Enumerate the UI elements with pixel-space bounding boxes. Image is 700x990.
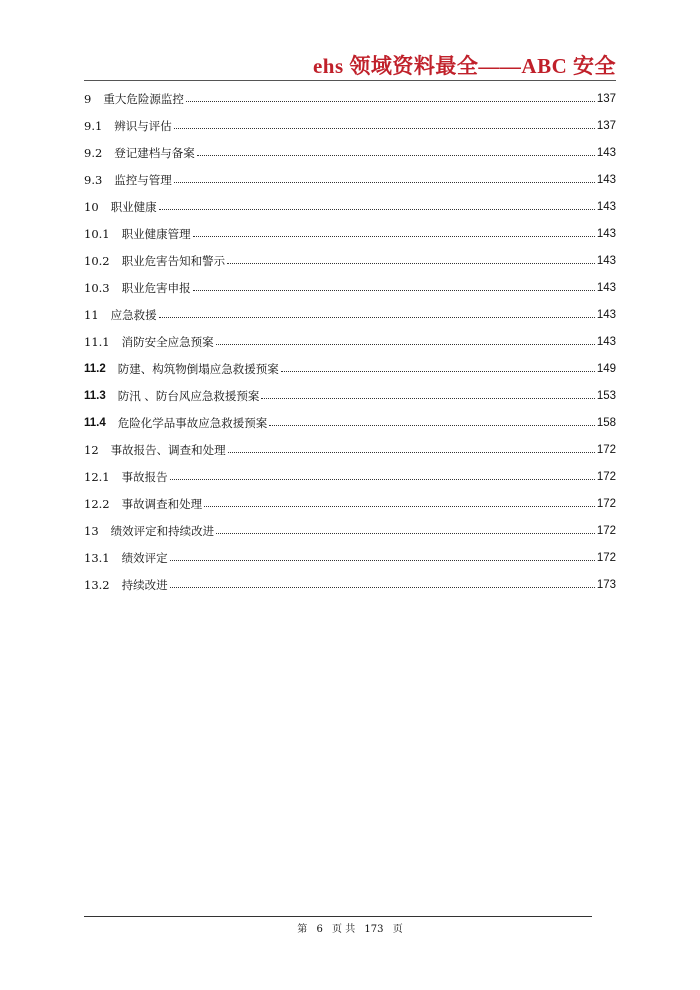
toc-entry-page: 153	[596, 389, 616, 402]
toc-entry-title: 辨识与评估	[114, 118, 172, 133]
toc-entry-title: 危险化学品事故应急救援预案	[117, 415, 268, 430]
toc-entry[interactable]	[84, 355, 616, 382]
toc-entry-title: 持续改进	[121, 577, 168, 592]
toc-entry-number: 13.2	[84, 577, 110, 592]
toc-entry-page: 143	[596, 173, 616, 186]
footer-divider	[84, 916, 592, 917]
toc-entry-number: 10.2	[84, 253, 110, 268]
footer-current-page: 6	[316, 924, 323, 935]
toc-entry-title: 职业危害告知和警示	[121, 253, 226, 268]
toc-dot-leader	[197, 155, 595, 156]
footer-prefix: 第	[297, 924, 308, 935]
toc-entry[interactable]	[84, 112, 616, 139]
toc-dot-leader	[216, 344, 595, 345]
toc-dot-leader	[216, 533, 595, 534]
toc-entry-number: 11.1	[84, 334, 110, 349]
toc-entry-page: 143	[596, 254, 616, 267]
toc-entry-title: 事故报告、调查和处理	[110, 442, 226, 457]
footer-middle: 页 共	[332, 924, 356, 935]
toc-entry-title: 防建、构筑物倒塌应急救援预案	[117, 361, 279, 376]
toc-entry-page: 143	[596, 200, 616, 213]
toc-entry-number: 12.2	[84, 496, 110, 511]
toc-entry-number: 10	[84, 199, 99, 214]
toc-entry-number: 10.3	[84, 280, 110, 295]
toc-dot-leader	[281, 371, 595, 372]
toc-entry-page: 143	[596, 281, 616, 294]
toc-entry-page: 173	[596, 578, 616, 591]
toc-dot-leader	[170, 560, 595, 561]
toc-entry-number: 13.1	[84, 550, 110, 565]
header-divider	[84, 80, 616, 81]
toc-entry-title: 登记建档与备案	[114, 145, 195, 160]
toc-dot-leader	[261, 398, 594, 399]
toc-entry[interactable]	[84, 544, 616, 571]
toc-entry-number: 9.3	[84, 172, 103, 187]
toc-entry-page: 149	[596, 362, 616, 375]
toc-entry-number: 10.1	[84, 226, 110, 241]
toc-entry-number: 9.1	[84, 118, 103, 133]
toc-dot-leader	[174, 182, 595, 183]
toc-entry-number: 12.1	[84, 469, 110, 484]
toc-entry-page: 137	[596, 119, 616, 132]
toc-entry[interactable]	[84, 274, 616, 301]
toc-entry-page: 172	[596, 497, 616, 510]
toc-entry-number: 11.4	[84, 416, 106, 429]
toc-entry[interactable]	[84, 85, 616, 112]
table-of-contents	[84, 85, 616, 598]
toc-entry-page: 143	[596, 146, 616, 159]
toc-entry-title: 应急救援	[110, 307, 157, 322]
toc-entry-page: 137	[596, 92, 616, 105]
toc-entry-number: 13	[84, 523, 99, 538]
footer-total-pages: 173	[364, 924, 384, 935]
toc-entry-number: 12	[84, 442, 99, 457]
footer-suffix: 页	[392, 924, 403, 935]
toc-entry[interactable]	[84, 166, 616, 193]
toc-entry[interactable]	[84, 382, 616, 409]
toc-entry-page: 143	[596, 227, 616, 240]
toc-entry[interactable]	[84, 409, 616, 436]
toc-dot-leader	[186, 101, 595, 102]
toc-entry-title: 绩效评定	[121, 550, 168, 565]
toc-entry-title: 职业健康管理	[121, 226, 191, 241]
toc-entry-page: 143	[596, 335, 616, 348]
toc-dot-leader	[170, 587, 595, 588]
toc-dot-leader	[174, 128, 595, 129]
toc-entry-number: 9.2	[84, 145, 103, 160]
toc-entry[interactable]	[84, 328, 616, 355]
toc-entry-number: 9	[84, 91, 92, 106]
toc-entry[interactable]	[84, 301, 616, 328]
toc-dot-leader	[159, 209, 595, 210]
toc-entry-page: 172	[596, 524, 616, 537]
header-title: ehs 领域资料最全——ABC 安全	[312, 54, 616, 78]
toc-entry-page: 172	[596, 443, 616, 456]
toc-entry-number: 11.3	[84, 389, 106, 402]
toc-entry[interactable]	[84, 463, 616, 490]
toc-entry-title: 监控与管理	[114, 172, 172, 187]
toc-entry-title: 绩效评定和持续改进	[110, 523, 215, 538]
toc-dot-leader	[193, 290, 595, 291]
toc-entry[interactable]	[84, 517, 616, 544]
toc-entry-page: 143	[596, 308, 616, 321]
toc-entry[interactable]	[84, 490, 616, 517]
toc-entry-page: 172	[596, 551, 616, 564]
toc-entry[interactable]	[84, 220, 616, 247]
toc-entry-title: 消防安全应急预案	[121, 334, 214, 349]
toc-dot-leader	[193, 236, 595, 237]
toc-entry-page: 172	[596, 470, 616, 483]
toc-entry[interactable]	[84, 193, 616, 220]
toc-entry-title: 防汛 、防台风应急救援预案	[117, 388, 260, 403]
toc-entry-title: 职业危害申报	[121, 280, 191, 295]
toc-dot-leader	[228, 452, 595, 453]
toc-entry-page: 158	[596, 416, 616, 429]
toc-dot-leader	[170, 479, 595, 480]
toc-dot-leader	[269, 425, 595, 426]
toc-dot-leader	[227, 263, 595, 264]
toc-entry[interactable]	[84, 436, 616, 463]
toc-entry-title: 重大危险源监控	[103, 91, 184, 106]
page-footer	[0, 920, 700, 935]
toc-entry[interactable]	[84, 571, 616, 598]
toc-dot-leader	[204, 506, 595, 507]
toc-entry-number: 11.2	[84, 362, 106, 375]
toc-entry[interactable]	[84, 139, 616, 166]
toc-entry-number: 11	[84, 307, 99, 322]
toc-entry-title: 事故调查和处理	[121, 496, 203, 511]
toc-dot-leader	[159, 317, 595, 318]
toc-entry-title: 职业健康	[110, 199, 157, 214]
toc-entry[interactable]	[84, 247, 616, 274]
toc-entry-title: 事故报告	[121, 469, 168, 484]
